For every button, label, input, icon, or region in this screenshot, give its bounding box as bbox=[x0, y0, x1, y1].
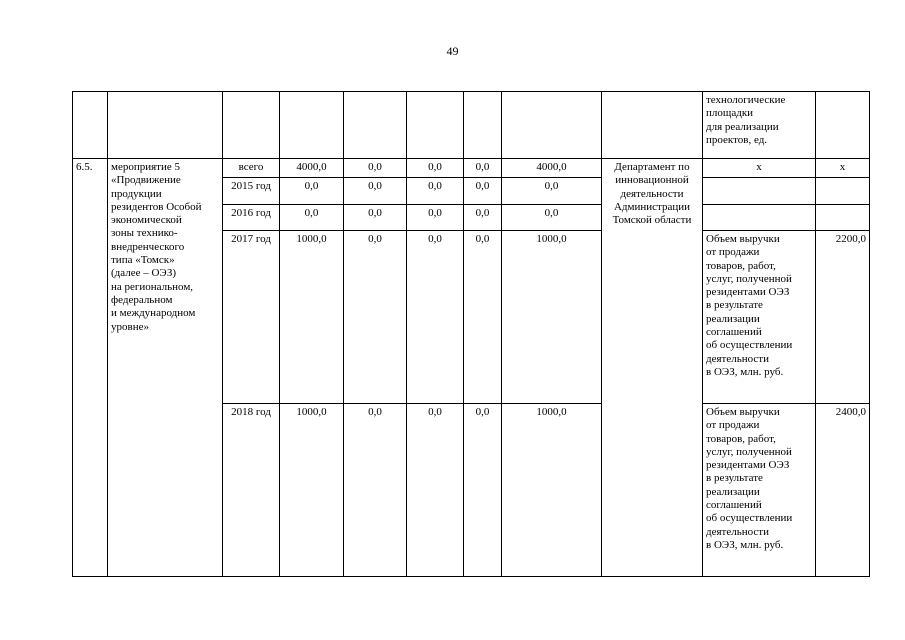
cell-federal: 0,0 bbox=[344, 178, 407, 205]
cell-value: 2200,0 bbox=[816, 231, 870, 404]
table-row bbox=[73, 92, 870, 159]
cell-name bbox=[108, 92, 223, 159]
cell-local: 0,0 bbox=[464, 205, 502, 231]
cell-indicator: Объем выручки от продажи товаров, работ, услуг, полученной резидентами ОЭЗ в результате реализации соглашений об осуществлении деятельности в ОЭЗ, млн. руб. bbox=[703, 404, 816, 577]
cell-other: 4000,0 bbox=[502, 159, 602, 178]
cell-period: 2018 год bbox=[223, 404, 280, 577]
cell-regional: 0,0 bbox=[407, 404, 464, 577]
table-row bbox=[73, 159, 870, 178]
cell-period: 2017 год bbox=[223, 231, 280, 404]
cell-local: 0,0 bbox=[464, 231, 502, 404]
cell-period: 2015 год bbox=[223, 178, 280, 205]
cell-total: 1000,0 bbox=[280, 404, 344, 577]
cell-federal: 0,0 bbox=[344, 205, 407, 231]
cell-federal bbox=[344, 92, 407, 159]
cell-federal: 0,0 bbox=[344, 404, 407, 577]
page-number: 49 bbox=[446, 44, 459, 58]
cell-value bbox=[816, 178, 870, 205]
cell-indicator bbox=[703, 178, 816, 205]
item-number: 6.5. bbox=[73, 159, 108, 577]
cell-total: 0,0 bbox=[280, 205, 344, 231]
cell-regional: 0,0 bbox=[407, 205, 464, 231]
cell-indicator: х bbox=[703, 159, 816, 178]
cell-other: 0,0 bbox=[502, 178, 602, 205]
cell-federal: 0,0 bbox=[344, 159, 407, 178]
cell-regional: 0,0 bbox=[407, 231, 464, 404]
cell-other: 1000,0 bbox=[502, 231, 602, 404]
cell-period bbox=[223, 92, 280, 159]
cell-other: 0,0 bbox=[502, 205, 602, 231]
cell-local: 0,0 bbox=[464, 178, 502, 205]
program-table bbox=[72, 91, 870, 577]
cell-value: х bbox=[816, 159, 870, 178]
item-executor: Департамент по инновационной деятельности Администрации Томской области bbox=[602, 159, 703, 577]
cell-total: 4000,0 bbox=[280, 159, 344, 178]
cell-period: 2016 год bbox=[223, 205, 280, 231]
cell-indicator: технологические площадки для реализации проектов, ед. bbox=[703, 92, 816, 159]
item-name: мероприятие 5 «Продвижение продукции резидентов Особой экономической зоны технико- внедренческого типа «Томск» (далее – ОЭЗ) на региональном, федеральном и международном уровне» bbox=[108, 159, 223, 577]
cell-value: 2400,0 bbox=[816, 404, 870, 577]
cell-executor bbox=[602, 92, 703, 159]
cell-regional: 0,0 bbox=[407, 159, 464, 178]
cell-total: 1000,0 bbox=[280, 231, 344, 404]
cell-regional bbox=[407, 92, 464, 159]
cell-number bbox=[73, 92, 108, 159]
cell-federal: 0,0 bbox=[344, 231, 407, 404]
cell-indicator: Объем выручки от продажи товаров, работ, услуг, полученной резидентами ОЭЗ в результате реализации соглашений об осуществлении деятельности в ОЭЗ, млн. руб. bbox=[703, 231, 816, 404]
cell-value bbox=[816, 92, 870, 159]
cell-other: 1000,0 bbox=[502, 404, 602, 577]
cell-total: 0,0 bbox=[280, 178, 344, 205]
cell-other bbox=[502, 92, 602, 159]
cell-value bbox=[816, 205, 870, 231]
cell-local: 0,0 bbox=[464, 159, 502, 178]
cell-local: 0,0 bbox=[464, 404, 502, 577]
cell-period: всего bbox=[223, 159, 280, 178]
cell-local bbox=[464, 92, 502, 159]
cell-regional: 0,0 bbox=[407, 178, 464, 205]
cell-total bbox=[280, 92, 344, 159]
cell-indicator bbox=[703, 205, 816, 231]
